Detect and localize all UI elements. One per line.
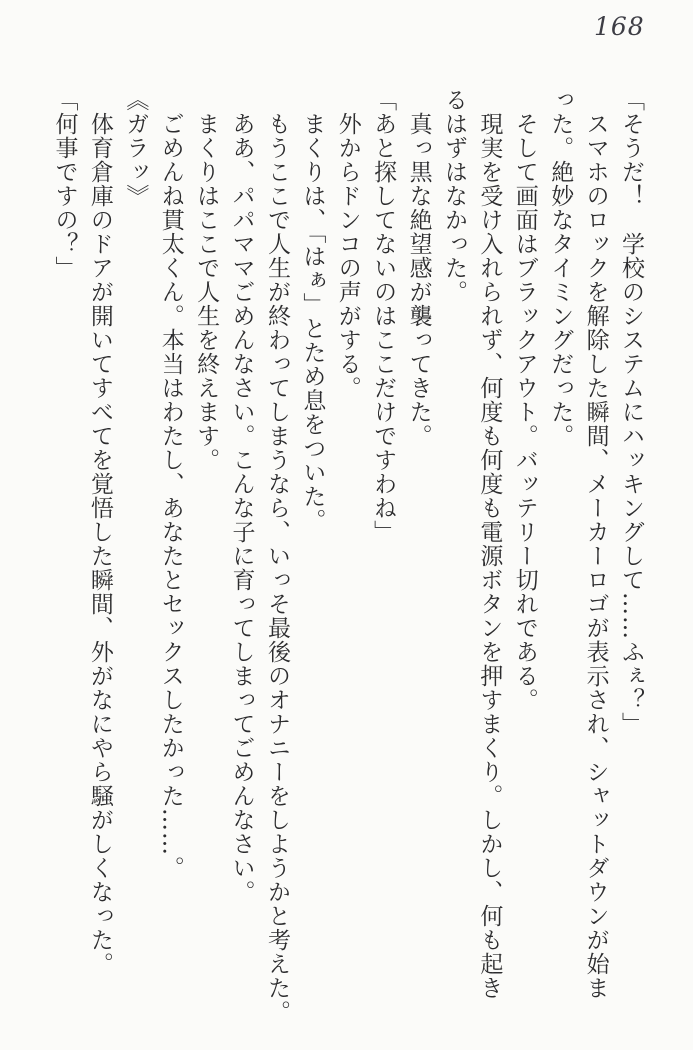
text-line: まくりはここで人生を終えます。 [193, 112, 220, 472]
text-line: もうここで人生が終わってしまうなら、いっそ最後のオナニーをしようかと考えた。 [263, 112, 290, 1024]
text-line: 外からドンコの声がする。 [334, 112, 361, 400]
page-number: 168 [594, 12, 645, 41]
vertical-text-block [46, 88, 648, 1023]
text-line: 「そうだ！ 学校のシステムにハッキングして……ふぇ？」 [618, 88, 644, 736]
text-line: 体育倉庫のドアが開いてすべてを覚悟した瞬間、外がなにやら騒がしくなった。 [86, 112, 113, 976]
text-line: スマホのロックを解除した瞬間、メーカーロゴが表示され、シャットダウンが始ま [582, 112, 609, 1000]
text-line: った。絶妙なタイミングだった。 [547, 88, 574, 448]
text-line: まくりは、「はぁ」とため息をついた。 [299, 112, 326, 533]
text-line: 「何事ですの？」 [51, 88, 78, 280]
text-line: そして画面はブラックアウト。バッテリー切れである。 [511, 112, 538, 712]
text-line: るはずはなかった。 [440, 88, 467, 304]
text-line: ごめんね貫太くん。本当はわたし、あなたとセックスしたかった……。 [157, 112, 184, 880]
text-line: 《ガラッ》 [122, 88, 149, 208]
text-line: 「あと探してないのはここだけですわね」 [370, 88, 397, 544]
text-line: ああ、パパママごめんなさい。こんな子に育ってしまってごめんなさい。 [228, 112, 255, 904]
text-line: 真っ黒な絶望感が襲ってきた。 [405, 112, 432, 448]
text-line: 現実を受け入れられず、何度も何度も電源ボタンを押すまくり。しかし、何も起き [476, 112, 503, 1000]
